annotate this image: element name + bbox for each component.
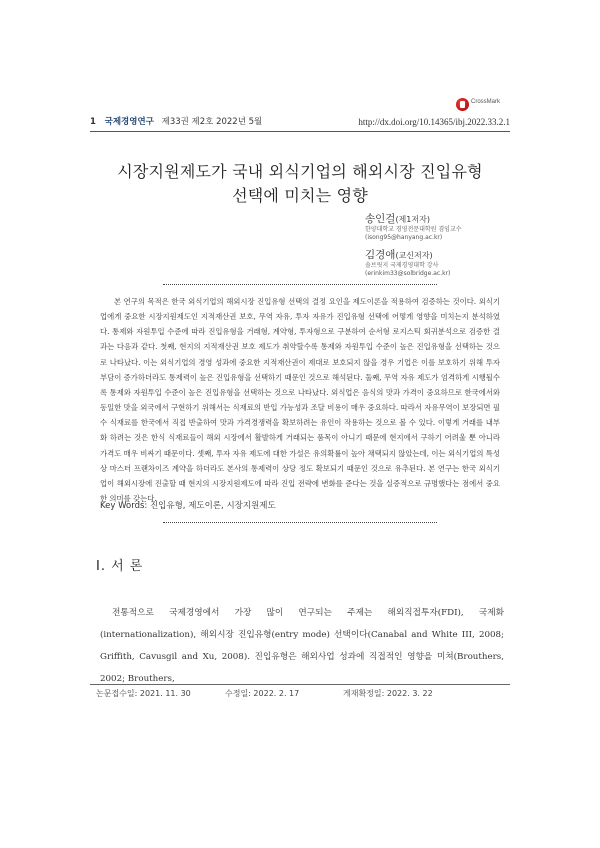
abstract-top-divider [163,284,437,285]
abstract-text: 본 연구의 목적은 한국 외식기업의 해외시장 진입유형 선택의 결정 요인을 제도이론을 적용하여 검증하는 것이다. 외식기업에게 중요한 시장지원제도인 지적재산권 보호, 무역 자유, 투자 자유가 진입유형 선택에 어떻게 영향을 미치는지 분석하였다. 통제와 자원투입 수준에 따라 진입유형을 거래형, 계약형, 투자형으로 구분하여 순서형 로지스틱 회귀분석으로 검증한 결과는 다음과 같다. 첫째, 현지의 지적재산권 보호 제도가 취약할수록 통제와 자원투입 수준이 높은 진입유형을 선택하는 것으로 나타났다. 이는 외식기업의 경영 성과에 중요한 지적재산권이 제대로 보호되지 않을 경우 기업은 이를 보호하기 위해 투자 부담이 증가하더라도 통제력이 높은 진입유형을 선택하기 때문인 것으로 해석된다. 둘째, 무역 자유 제도가 엄격하게 시행될수록 통제와 자원투입 수준이 높은 진입유형을 선택하는 것으로 나타났다. 외식업은 음식의 맛과 가격이 중요하므로 한국에서와 동일한 맛을 외국에서 구현하기 위해서는 식재료의 반입 가능성과 조달 비용이 매우 중요하다. 따라서 자유무역이 보장되면 필수 식재료를 한국에서 직접 반출하여 맛과 가격경쟁력을 확보하려는 유인이 작용하는 것으로 볼 수 있다. 이렇게 거래를 내부화 하려는 것은 한식 식재료들이 해외 시장에서 활발하게 거래되는 품목이 아니기 때문에 현지에서 구하기 어려울 뿐 아니라 가격도 매우 비싸기 때문이다. 셋째, 투자 자유 제도에 대한 가설은 유의확률이 높아 채택되지 않았는데, 이는 외식기업의 특성상 마스터 프랜차이즈 계약을 하더라도 본사의 통제력이 상당 정도 확보되기 때문인 것으로 유추된다. 본 연구는 한국 외식기업이 해외시장에 진출할 때 현지의 시장지원제도에 따라 진입 전략에 변화를 준다는 것을 실증적으로 규명했다는 점에서 중요한 의미를 갖는다. [100,297,500,504]
author-affiliation: 한양대학교 경영전문대학원 겸임교수 [365,226,462,233]
author-email: (erinkim33@solbridge.ac.kr) [365,270,451,277]
abstract-bottom-divider [163,522,437,523]
volume-issue: 제33권 제2호 2022년 5월 [161,117,263,127]
page-number: 1 [90,117,96,127]
running-header [90,114,510,130]
crossmark-label: CrossMark [471,99,501,105]
header-left [90,114,262,130]
author-name: 송인걸 [365,213,396,225]
footer-rule [90,684,510,685]
paper-title-line-2: 선택에 미치는 영향 [232,186,368,205]
author-name-row [365,247,525,262]
author-role: (교신저자) [395,251,433,260]
author-corresponding [365,247,525,278]
doi-link[interactable]: http://dx.doi.org/10.14365/ibj.2022.33.2.1 [358,117,510,127]
crossmark-icon [456,98,469,111]
paper-title-line-1: 시장지원제도가 국내 외식기업의 해외시장 진입유형 [117,162,483,181]
header-rule [90,131,510,132]
accepted-date: 게재확정일: 2022. 3. 22 [343,689,433,698]
author-name-row [365,211,525,226]
keywords: Key Words: 진입유형, 제도이론, 시장지원제도 [100,501,276,511]
revised-date: 수정일: 2022. 2. 17 [225,689,300,698]
author-affiliation: 솔브릿지 국제경영대학 강사 [365,262,439,269]
journal-name: 국제경영연구 [104,117,154,127]
crossmark-badge[interactable] [456,97,512,113]
author-email: (isong95@hanyang.ac.kr) [365,234,443,241]
section-heading: Ⅰ. 서 론 [96,559,144,574]
author-role: (제1저자) [395,215,430,224]
received-date: 논문접수일: 2021. 11. 30 [96,689,191,698]
author-first [365,211,525,242]
author-name: 김경애 [365,249,396,261]
body-paragraph: 전통적으로 국제경영에서 가장 많이 연구되는 주제는 해외직접투자(FDI), 국제화(internationalization), 해외시장 진입유형(entry mode) 선택이다(Canabal and White III, 2008; Griffith, Cavusgil and Xu, 2008). 진입유형은 해외사업 성과에 직접적인 영향을 미쳐(Brouthers, 2002; Brouthers, [100,608,504,684]
